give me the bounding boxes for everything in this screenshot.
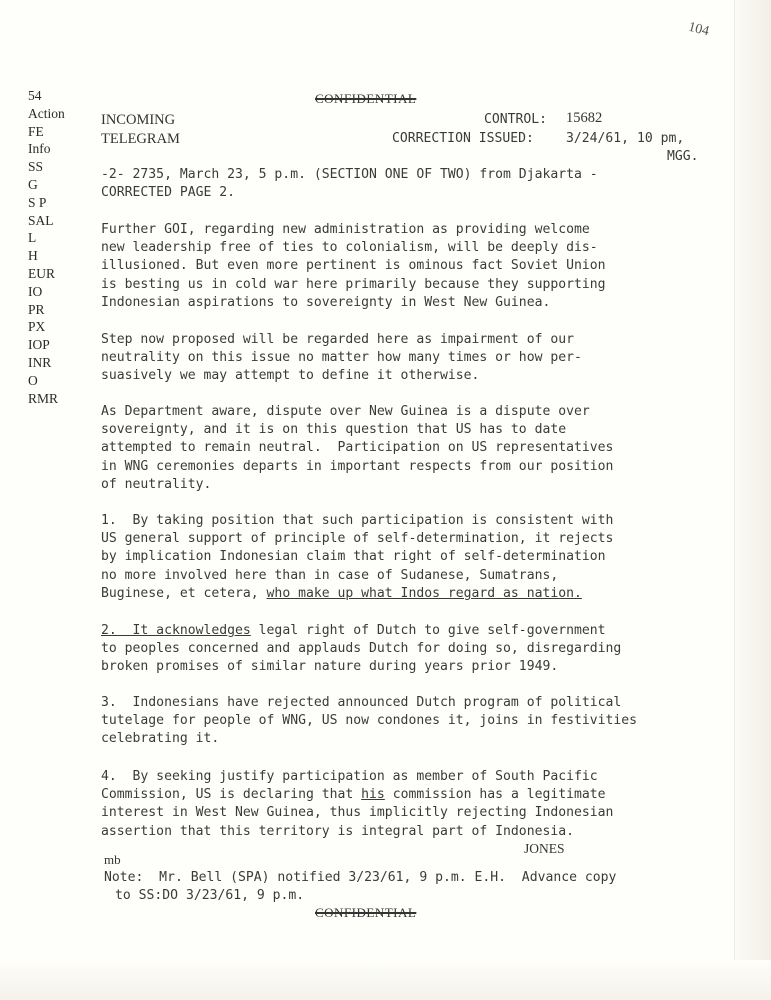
routing-item: INR <box>28 354 52 370</box>
text-line: 4. By seeking justify participation as member of South Pacific <box>101 769 598 784</box>
text-line: no more involved here than in case of Sudanese, Sumatrans, <box>101 567 559 583</box>
text-line: of neutrality. <box>101 476 212 492</box>
telegram-label: TELEGRAM <box>101 131 180 147</box>
text-segment: Commission, US is declaring that <box>101 787 362 803</box>
text-line: attempted to remain neutral. Participation on US representatives <box>101 440 614 456</box>
classification-bottom: CONFIDENTIAL <box>315 905 417 920</box>
text-line: to peoples concerned and applauds Dutch for doing so, disregarding <box>101 641 622 657</box>
text-line: interest in West New Guinea, thus implicitly rejecting Indonesian <box>101 805 614 821</box>
text-line: tutelage for people of WNG, US now condones it, joins in festivities <box>101 713 638 729</box>
routing-item: PX <box>28 319 46 335</box>
routing-item: L <box>28 230 37 246</box>
text-line <box>101 585 741 603</box>
text-line: celebrating it. <box>101 731 220 747</box>
paper-bottom-shadow <box>0 960 771 1000</box>
text-segment: Buginese, et cetera, <box>101 585 267 601</box>
note-line-2: to SS:DO 3/23/61, 9 p.m. <box>115 888 305 903</box>
routing-item: G <box>28 176 38 192</box>
routing-item: SS <box>28 159 44 175</box>
text-line <box>101 786 741 804</box>
text-line: assertion that this territory is integral part of Indonesia. <box>101 823 574 839</box>
text-segment: legal right of Dutch to give self-government <box>250 623 606 638</box>
routing-item: PR <box>28 301 45 317</box>
routing-item: EUR <box>28 265 55 281</box>
text-segment: commission has a legitimate <box>384 787 606 803</box>
typist-initials: mb <box>104 852 121 867</box>
routing-item: RMR <box>28 390 59 406</box>
text-line: Further GOI, regarding new administration as providing welcome <box>101 222 590 237</box>
underlined-text: who make up what Indos regard as nation. <box>266 585 582 601</box>
paragraph-2 <box>101 331 741 386</box>
text-line: 1. By taking position that such participation is consistent with <box>101 513 614 528</box>
routing-item: IO <box>28 283 43 299</box>
underlined-text: 2. It acknowledges <box>101 623 251 638</box>
signature: JONES <box>524 841 565 856</box>
text-line: in WNG ceremonies departs in important respects from our position <box>101 458 614 474</box>
correction-label: CORRECTION ISSUED: <box>392 131 534 146</box>
text-line: 3. Indonesians have rejected announced Dutch program of political <box>101 695 622 710</box>
paragraph-point-3 <box>101 694 741 749</box>
paragraph-point-1 <box>101 512 741 603</box>
paragraph-point-4 <box>101 768 741 841</box>
handwritten-page-number: 104 <box>686 19 711 40</box>
paragraph-1 <box>101 221 741 312</box>
text-line: Step now proposed will be regarded here as impairment of our <box>101 332 574 347</box>
paragraph-3 <box>101 403 741 494</box>
control-number: 15682 <box>566 110 603 126</box>
text-line: is besting us in cold war here primarily because they supporting <box>101 276 606 292</box>
routing-list <box>28 87 90 407</box>
correction-initials: MGG. <box>667 149 699 164</box>
text-line: neutrality on this issue no matter how many times or how per- <box>101 350 582 366</box>
routing-item: 54 <box>28 88 42 103</box>
text-line: new leadership free of ties to colonialism, will be deeply dis- <box>101 240 598 256</box>
paragraph-point-2 <box>101 622 741 677</box>
subject-line: -2- 2735, March 23, 5 p.m. (SECTION ONE OF TWO) from Djakarta - <box>101 167 598 182</box>
text-line: suasively we may attempt to define it otherwise. <box>101 368 480 384</box>
text-line: US general support of principle of self-determination, it rejects <box>101 531 614 547</box>
text-line: As Department aware, dispute over New Guinea is a dispute over <box>101 404 590 419</box>
correction-value: 3/24/61, 10 pm, <box>566 131 685 146</box>
text-line: Indonesian aspirations to sovereignty in West New Guinea. <box>101 294 551 310</box>
subject-line-corrected: CORRECTED PAGE 2. <box>101 185 236 200</box>
classification-top: CONFIDENTIAL <box>315 91 417 106</box>
text-line: broken promises of similar nature during years prior 1949. <box>101 659 559 675</box>
routing-item: S P <box>28 194 47 210</box>
paper-edge <box>734 0 771 1000</box>
routing-item: FE <box>28 123 44 139</box>
text-line: by implication Indonesian claim that right of self-determination <box>101 549 606 565</box>
note-line-1: Note: Mr. Bell (SPA) notified 3/23/61, 9 p.m. E.H. Advance copy <box>104 870 617 885</box>
text-line: illusioned. But even more pertinent is ominous fact Soviet Union <box>101 258 606 274</box>
routing-item: Info <box>28 141 51 157</box>
routing-item: SAL <box>28 212 54 228</box>
routing-item: IOP <box>28 337 50 353</box>
incoming-label: INCOMING <box>101 112 176 128</box>
routing-item: H <box>28 248 38 264</box>
text-line: sovereignty, and it is on this question that US has to date <box>101 422 567 438</box>
routing-item: O <box>28 372 38 388</box>
underlined-text: his <box>361 787 385 803</box>
control-label: CONTROL: <box>484 112 548 127</box>
routing-item: Action <box>28 105 65 121</box>
text-line <box>101 622 741 640</box>
